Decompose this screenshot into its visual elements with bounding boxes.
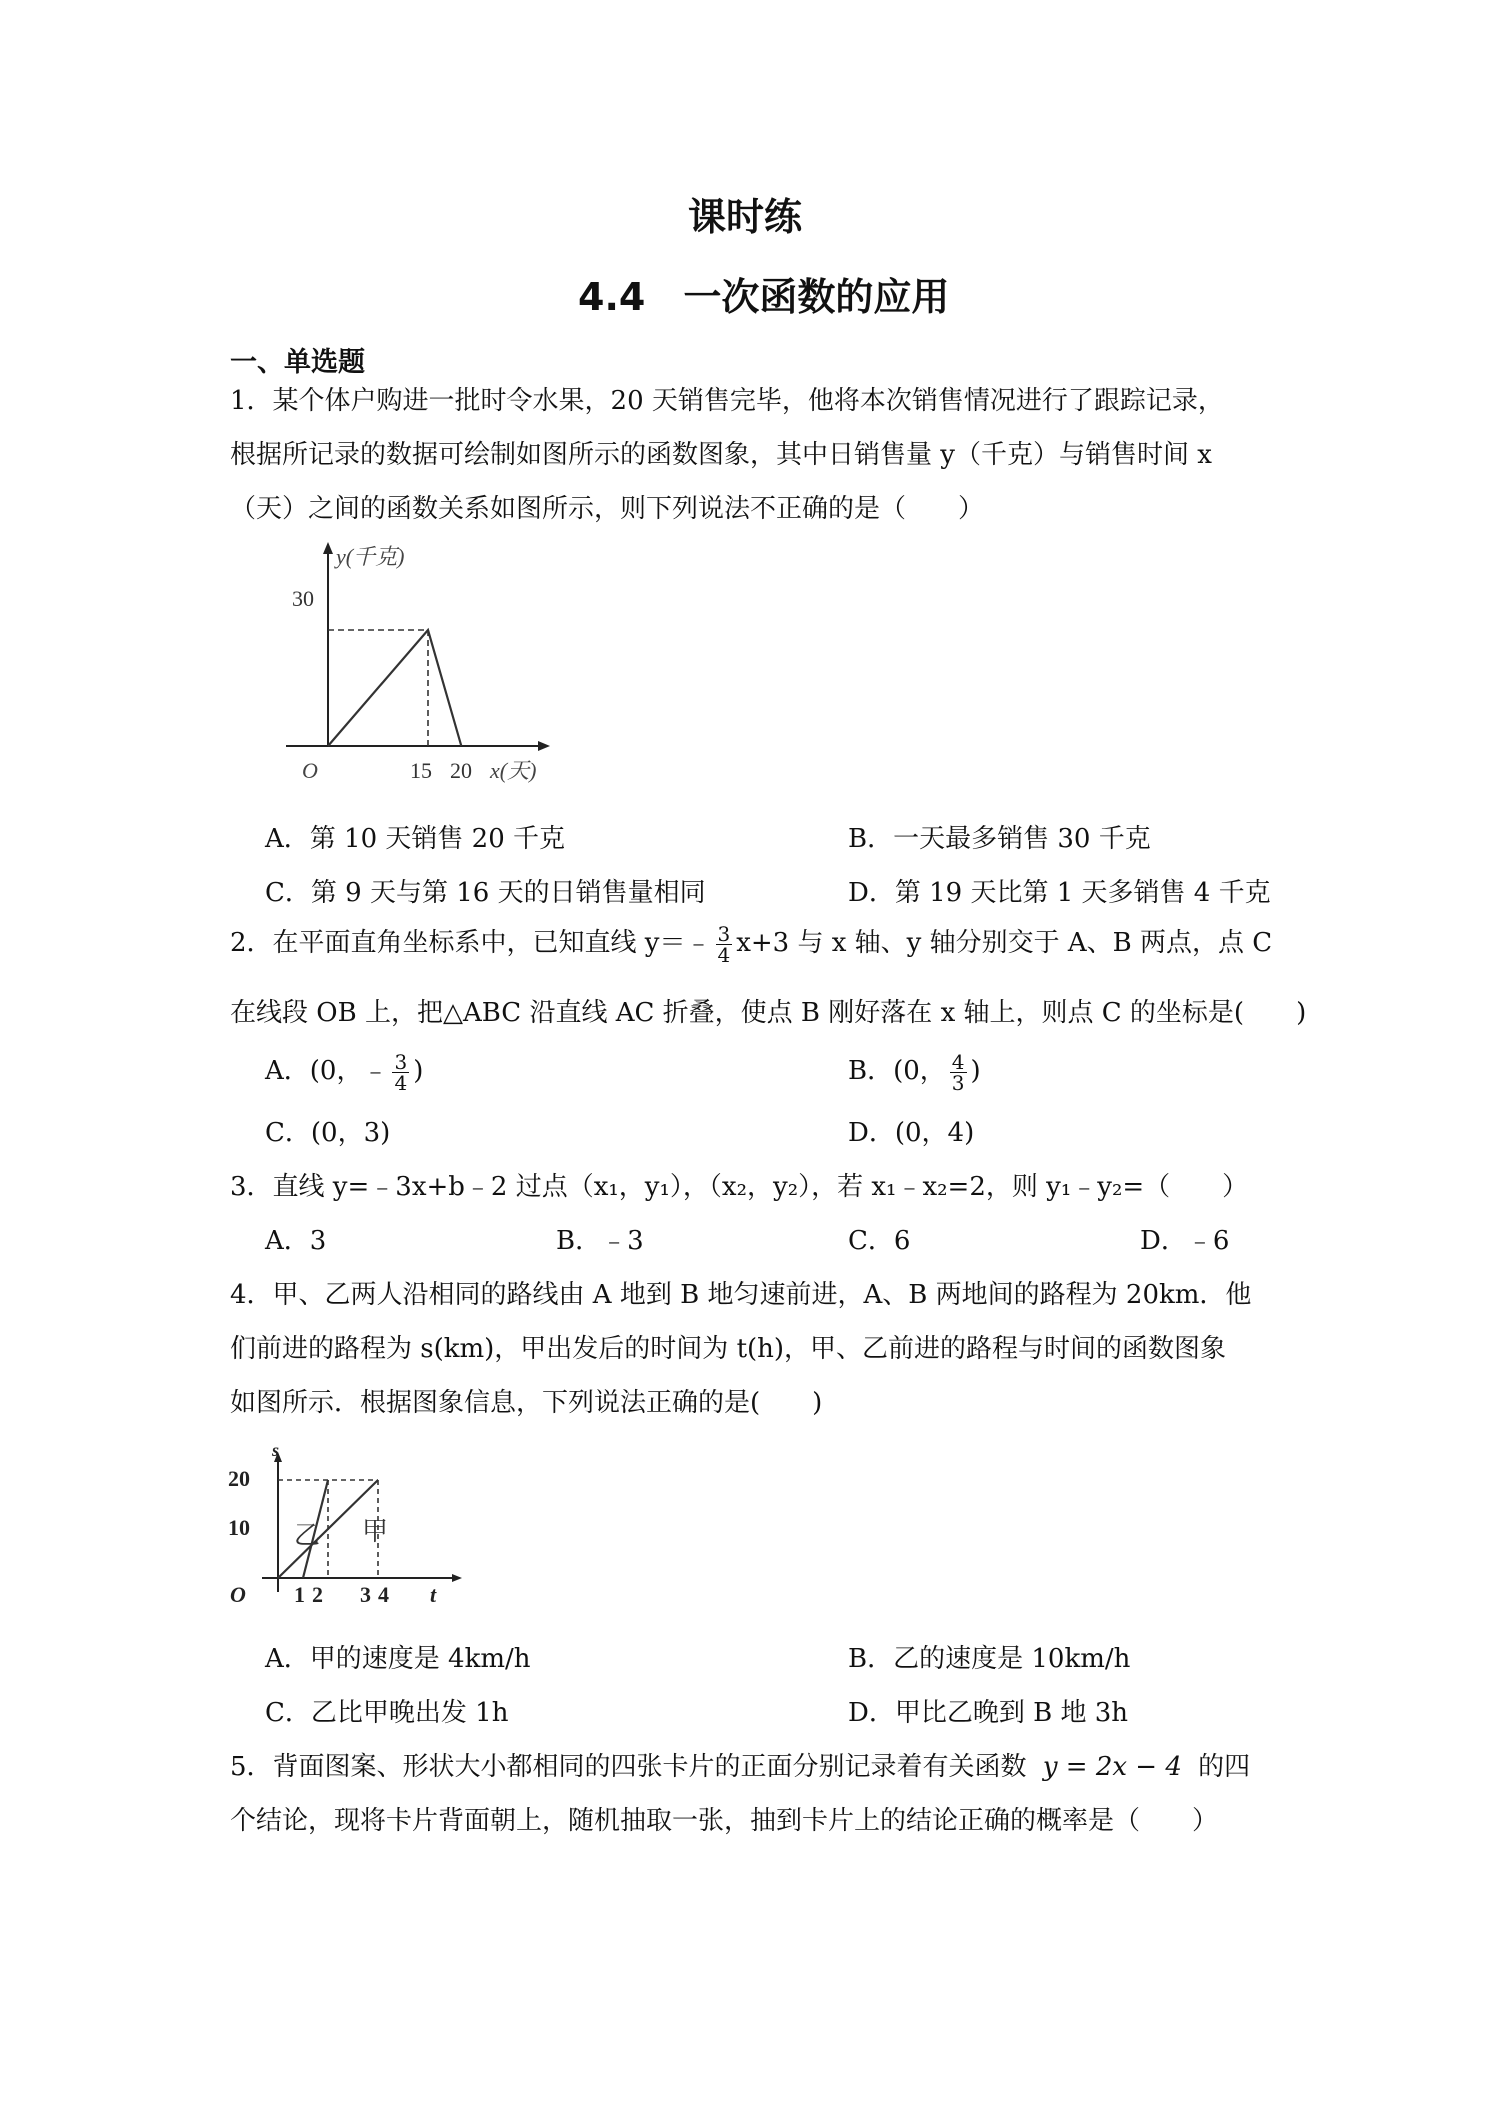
q2-option-b-post: ) bbox=[970, 1056, 981, 1086]
q1-x-label: x(天) bbox=[490, 758, 537, 783]
q2-option-a-pre: A．(0，﹣ bbox=[265, 1056, 389, 1086]
section-heading: 一、单选题 bbox=[230, 347, 365, 378]
q2-option-b-fraction bbox=[950, 1049, 967, 1095]
q4-x-tick-4: 4 bbox=[378, 1582, 389, 1607]
q4-x-label: t bbox=[430, 1582, 437, 1607]
q5-line-1-post: 的四 bbox=[1198, 1752, 1251, 1782]
q4-option-d: D．甲比乙晚到 B 地 3h bbox=[848, 1698, 1129, 1728]
q3-option-b: B．﹣3 bbox=[556, 1226, 644, 1256]
q4-y-label: s bbox=[272, 1444, 280, 1460]
q1-x-arrow bbox=[538, 741, 550, 751]
q5-formula: y = 2x − 4 bbox=[1042, 1752, 1182, 1782]
q3-option-c: C．6 bbox=[848, 1226, 911, 1256]
q4-origin-label: O bbox=[230, 1582, 246, 1607]
q4-y-tick-20: 20 bbox=[228, 1466, 250, 1491]
q1-x-tick-15: 15 bbox=[410, 758, 432, 783]
page-title: 课时练 bbox=[688, 195, 803, 239]
q1-origin-label: O bbox=[302, 758, 318, 783]
q1-option-a: A．第 10 天销售 20 千克 bbox=[265, 824, 566, 854]
q2-option-a-den: 4 bbox=[394, 1070, 408, 1095]
q1-x-tick-20: 20 bbox=[450, 758, 472, 783]
q5-line-1 bbox=[230, 1746, 1250, 1783]
q2-line-1-post: x+3 与 x 轴、y 轴分别交于 A、B 两点，点 C bbox=[736, 928, 1273, 958]
q2-line-2: 在线段 OB 上，把△ABC 沿直线 AC 折叠，使点 B 刚好落在 x 轴上，则点 C 的坐标是( ) bbox=[230, 998, 1307, 1028]
q4-x-tick-2: 2 bbox=[312, 1582, 323, 1607]
q4-line-3: 如图所示．根据图象信息，下列说法正确的是( ) bbox=[230, 1388, 823, 1418]
q1-y-label: y(千克) bbox=[336, 544, 405, 569]
q4-chart bbox=[222, 1444, 472, 1614]
q4-x-tick-3: 3 bbox=[360, 1582, 371, 1607]
q4-series-label-jia: 甲 bbox=[362, 1517, 389, 1546]
q2-option-b bbox=[848, 1050, 981, 1093]
q4-line-1: 4．甲、乙两人沿相同的路线由 A 地到 B 地匀速前进，A、B 两地间的路程为 20km．他 bbox=[230, 1280, 1252, 1310]
q2-frac-den: 4 bbox=[717, 942, 731, 967]
q2-option-a-num: 3 bbox=[394, 1049, 408, 1074]
q2-option-b-num: 4 bbox=[951, 1049, 965, 1074]
q5-line-2: 个结论，现将卡片背面朝上，随机抽取一张，抽到卡片上的结论正确的概率是（ ） bbox=[230, 1806, 1219, 1836]
q5-line-1-pre: 5．背面图案、形状大小都相同的四张卡片的正面分别记录着有关函数 bbox=[230, 1752, 1027, 1782]
q3-option-a: A．3 bbox=[265, 1226, 327, 1256]
q2-option-a-fraction bbox=[392, 1049, 409, 1095]
q2-option-a-post: ) bbox=[413, 1056, 424, 1086]
q2-line-1 bbox=[230, 922, 1272, 965]
q2-option-b-den: 3 bbox=[951, 1070, 965, 1095]
q1-line-3: （天）之间的函数关系如图所示，则下列说法不正确的是（ ） bbox=[230, 494, 985, 524]
q3-option-d: D．﹣6 bbox=[1140, 1226, 1230, 1256]
q4-x-arrow bbox=[452, 1574, 462, 1582]
q4-option-c: C．乙比甲晚出发 1h bbox=[265, 1698, 509, 1728]
q2-line-1-pre: 2．在平面直角坐标系中，已知直线 y＝﹣ bbox=[230, 928, 712, 958]
q2-frac-num: 3 bbox=[717, 921, 731, 946]
q1-option-b: B．一天最多销售 30 千克 bbox=[848, 824, 1151, 854]
q1-option-d: D．第 19 天比第 1 天多销售 4 千克 bbox=[848, 878, 1271, 908]
q2-option-c: C．(0，3) bbox=[265, 1118, 391, 1148]
q1-series-line bbox=[328, 630, 461, 746]
q1-chart bbox=[272, 540, 562, 790]
q2-fraction bbox=[716, 921, 733, 967]
q1-line-1: 1．某个体户购进一批时令水果，20 天销售完毕，他将本次销售情况进行了跟踪记录， bbox=[230, 386, 1224, 416]
q4-option-b: B．乙的速度是 10km/h bbox=[848, 1644, 1131, 1674]
q1-y-tick-30: 30 bbox=[292, 586, 314, 611]
q1-option-c: C．第 9 天与第 16 天的日销售量相同 bbox=[265, 878, 706, 908]
q4-y-tick-10: 10 bbox=[228, 1515, 250, 1540]
q4-series-label-yi: 乙 bbox=[294, 1521, 321, 1550]
q3-line: 3．直线 y=﹣3x+b﹣2 过点（x₁，y₁），（x₂，y₂），若 x₁﹣x₂=2，则 y₁﹣y₂=（ ） bbox=[230, 1172, 1249, 1202]
q2-option-a bbox=[265, 1050, 423, 1093]
q1-y-arrow bbox=[323, 542, 333, 554]
q4-x-tick-1: 1 bbox=[294, 1582, 305, 1607]
lesson-subtitle: 4.4 一次函数的应用 bbox=[578, 275, 950, 319]
q1-line-2: 根据所记录的数据可绘制如图所示的函数图象，其中日销售量 y（千克）与销售时间 x bbox=[230, 440, 1212, 470]
q2-option-d: D．(0，4) bbox=[848, 1118, 975, 1148]
q4-option-a: A．甲的速度是 4km/h bbox=[265, 1644, 531, 1674]
q4-line-2: 们前进的路程为 s(km)，甲出发后的时间为 t(h)，甲、乙前进的路程与时间的函数图象 bbox=[230, 1334, 1227, 1364]
q2-option-b-pre: B．(0， bbox=[848, 1056, 946, 1086]
